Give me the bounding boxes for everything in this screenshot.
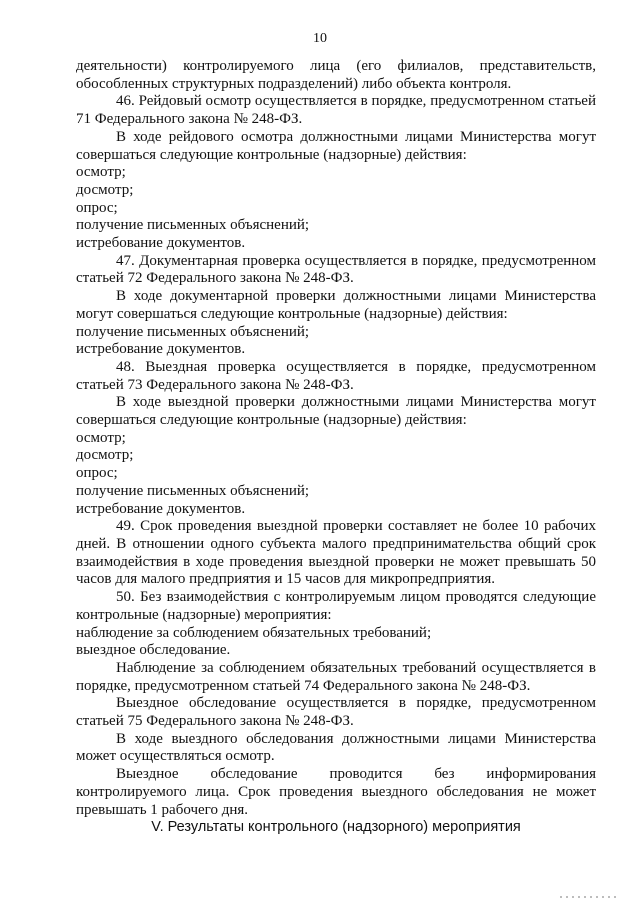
paragraph: деятельности) контролируемого лица (его филиалов, представительств, обособленных структурных подразделений) либо объекта контроля. [76, 58, 596, 92]
list-item: выездное обследование. [76, 642, 231, 659]
paragraph: В ходе выездной проверки должностными лицами Министерства могут совершаться следующие контрольные (надзорные) действия: [76, 394, 596, 429]
list-item: истребование документов. [76, 500, 246, 517]
list-item: досмотр; [76, 181, 134, 198]
section-heading: V. Результаты контрольного (надзорного) мероприятия [151, 819, 521, 836]
scan-artifact [560, 896, 620, 898]
document-body [76, 58, 596, 837]
list-item: осмотр; [76, 429, 126, 446]
page-number: 10 [313, 31, 327, 46]
paragraph: В ходе выездного обследования должностными лицами Министерства может осуществляться осмотр. [76, 730, 596, 765]
list-item: осмотр; [76, 164, 126, 181]
paragraph: Выездное обследование проводится без информирования контролируемого лица. Срок проведения выездного обследования не может превышать 1 рабочего дня. [76, 766, 596, 818]
paragraph: Наблюдение за соблюдением обязательных требований осуществляется в порядке, предусмотренном статьей 74 Федерального закона № 248-ФЗ. [76, 659, 596, 694]
list-item: истребование документов. [76, 235, 246, 252]
list-item: получение письменных объяснений; [76, 323, 310, 340]
paragraph: 50. Без взаимодействия с контролируемым лицом проводятся следующие контрольные (надзорные) мероприятия: [76, 589, 596, 623]
paragraph: 48. Выездная проверка осуществляется в порядке, предусмотренном статьей 73 Федерального закона № 248-ФЗ. [76, 358, 596, 393]
paragraph: Выездное обследование осуществляется в порядке, предусмотренном статьей 75 Федерального закона № 248-ФЗ. [76, 695, 596, 730]
paragraph: 49. Срок проведения выездной проверки составляет не более 10 рабочих дней. В отношении одного субъекта малого предпринимательства общий срок взаимодействия в ходе проведения выездной проверки не может превышать 50 часов для малого предприятия и 15 часов для микропредприятия. [76, 518, 596, 588]
list-item: получение письменных объяснений; [76, 217, 310, 234]
list-item: наблюдение за соблюдением обязательных требований; [76, 624, 432, 641]
list-item: досмотр; [76, 447, 134, 464]
list-item: истребование документов. [76, 341, 246, 358]
list-item: получение письменных объяснений; [76, 482, 310, 499]
paragraph: В ходе документарной проверки должностными лицами Министерства могут совершаться следующие контрольные (надзорные) действия: [76, 288, 596, 322]
list-item: опрос; [76, 199, 118, 216]
paragraph: В ходе рейдового осмотра должностными лицами Министерства могут совершаться следующие контрольные (надзорные) действия: [76, 128, 596, 163]
paragraph: 47. Документарная проверка осуществляется в порядке, предусмотренном статьей 72 Федерального закона № 248-ФЗ. [76, 252, 596, 287]
paragraph: 46. Рейдовый осмотр осуществляется в порядке, предусмотренном статьей 71 Федерального закона № 248-ФЗ. [76, 93, 596, 128]
list-item: опрос; [76, 465, 118, 482]
